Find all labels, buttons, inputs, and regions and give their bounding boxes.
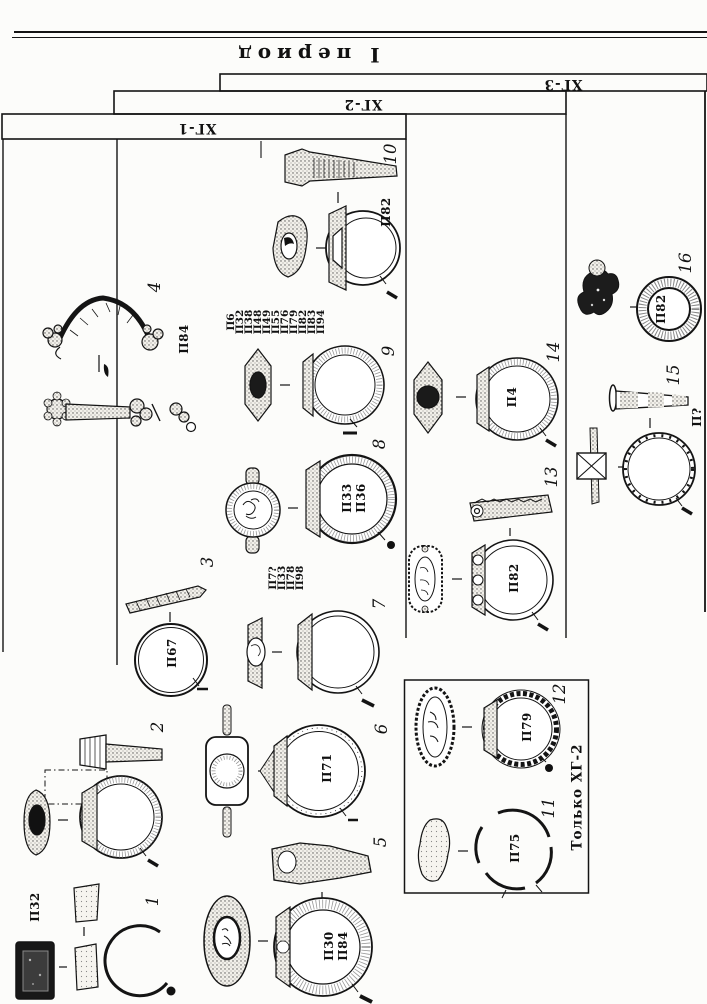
item-6-number: 6 [371,723,391,735]
item-13-label: П82 [507,563,521,593]
item-6-label: П71 [320,753,334,783]
group-bar-xg2: ХГ-2 [343,95,383,112]
figure-title: I период [232,43,380,67]
item-13-number: 13 [541,466,561,488]
item-12-number: 12 [549,683,569,705]
group-bar-xg1: ХГ-1 [177,119,217,136]
item-5-label-a: П30 [322,931,336,961]
item-15-number: 15 [663,364,683,386]
item-11-number: 11 [538,797,558,819]
item-12-label: П79 [520,712,534,742]
item-7-label-list-3: П98 [293,565,306,591]
item-10-number: 10 [380,143,400,165]
item-1-label: П32 [28,892,42,922]
item-8-label-a: П33 [340,483,354,513]
only-xg2-box-label: Только ХГ-2 [569,743,586,851]
item-9-label-list-2: П38 [242,309,255,335]
item-10-label: П82 [379,197,393,227]
item-9-label-list-8: П82 [296,309,309,335]
item-9-drawing [245,346,384,433]
item-4-number: 4 [144,281,164,293]
item-16-label: П82 [654,294,668,324]
item-9-label-list-0: П6 [224,313,237,331]
item-9-label-list-6: П76 [278,309,291,335]
item-8-drawing [226,455,396,553]
item-9-label-list-3: П48 [251,309,264,335]
item-5-drawing [204,843,372,1002]
x-bezel-ring-drawing [577,428,695,514]
item-13-drawing [409,495,553,630]
item-15-label: П? [690,407,704,427]
item-9-label-list-9: П83 [305,309,318,335]
item-7-number: 7 [369,598,389,610]
item-11-label: П75 [508,833,522,863]
item-8-number: 8 [369,438,389,450]
item-4-label: П84 [177,324,191,354]
item-16-number: 16 [675,252,695,274]
item-9-label-list-10: П94 [314,309,327,335]
item-3-label: П67 [165,638,179,668]
item-9-label-list-4: П49 [260,309,273,335]
item-1-number: 1 [142,895,162,907]
item-9-number: 9 [378,345,398,357]
item-9-label-list-5: П55 [269,309,282,335]
item-3-number: 3 [197,556,217,568]
item-7-label-list-2: П78 [284,565,297,591]
item-11-drawing [418,810,551,898]
item-8-label-b: П36 [354,483,368,513]
item-9-label-list-7: П79 [287,309,300,335]
item-9-label-list-1: П32 [233,309,246,335]
item-14-label: П4 [505,386,519,408]
item-2-drawing [24,735,162,866]
item-6-drawing [206,705,365,837]
item-5-number: 5 [370,836,390,848]
item-12-drawing [416,688,560,772]
item-14-drawing [414,358,558,446]
item-7-label-list-0: П7? [266,566,279,590]
item-15-drawing [610,385,689,428]
item-5-label-b: П84 [336,931,350,961]
item-7-drawing [247,611,379,706]
item-2-number: 2 [147,721,167,733]
group-bar-xg3: ХГ-3 [543,75,583,92]
item-4-drawing [43,298,196,432]
item-14-number: 14 [543,341,563,363]
item-7-label-list-1: П33 [275,565,288,591]
